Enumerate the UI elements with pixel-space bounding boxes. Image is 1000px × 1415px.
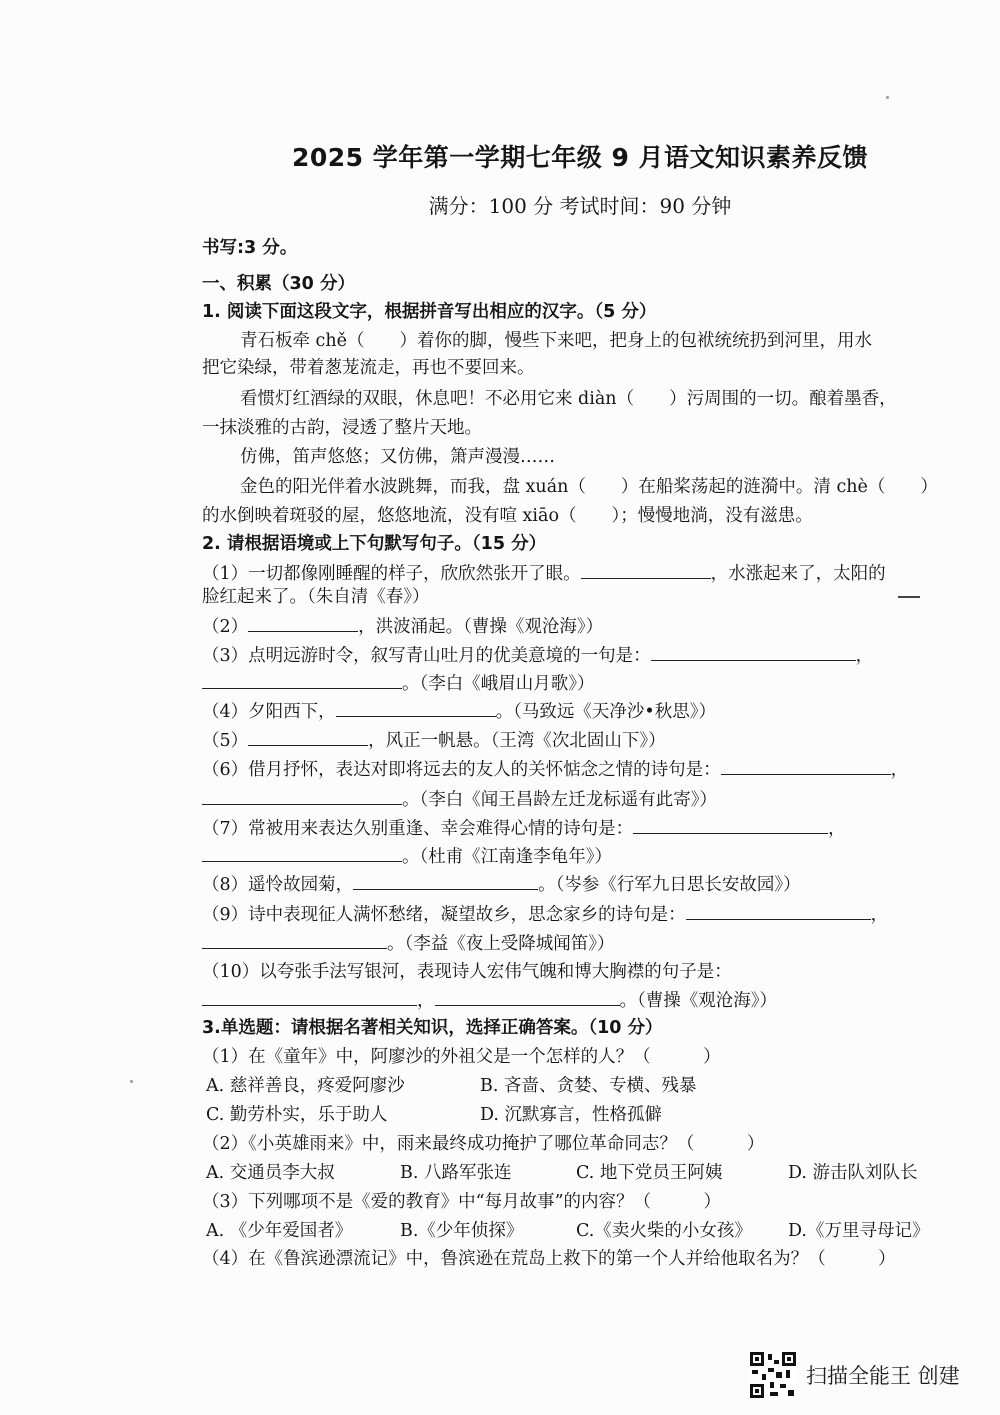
answer-blank[interactable] [353,871,538,890]
option-b: B.《少年侦探》 [400,1221,524,1241]
item-text: 。（岑参《行军九日思长安故园》） [538,875,801,895]
q2-item-1 [202,560,962,587]
q2-item-3 [202,642,962,669]
item-text: 。（李白《闻王昌龄左迁龙标遥有此寄》） [402,790,717,810]
option-a: A. 《少年爱国者》 [206,1221,353,1241]
section-heading: 一、积累（30 分） [202,274,355,294]
q1-text: 金色的阳光伴着水波跳舞，而我，盘 xuán（ ）在船桨荡起的涟漪中。清 chè（ ） [240,477,938,497]
answer-blank[interactable] [581,560,711,579]
item-text: 。（李益《夜上受降城闻笛》） [387,934,615,954]
item-text: 。（杜甫《江南逢李龟年》） [402,847,612,867]
stray-mark [898,596,920,598]
q2-item-6-cont [202,786,962,813]
q2-item-10-cont [202,987,962,1014]
answer-blank[interactable] [633,815,828,834]
answer-blank[interactable] [202,670,402,689]
item-text: ， [828,819,846,839]
item-text: ，水涨起来了，太阳的 [710,564,886,584]
q2-item-7 [202,815,962,842]
item-text: 。（李白《峨眉山月歌》） [402,674,595,694]
answer-blank[interactable] [202,987,417,1006]
option-d: D. 游击队刘队长 [788,1163,918,1183]
item-text: ，风正一帆悬。（王湾《次北固山下》） [368,731,666,751]
option-b: B. 八路军张连 [400,1163,512,1183]
option-d: D.《万里寻母记》 [788,1221,930,1241]
q2-item-7-cont [202,843,962,870]
item-text: （5） [202,731,249,751]
watermark-text: 扫描全能王 创建 [806,1364,960,1388]
option-d: D. 沉默寡言，性格孤僻 [480,1105,663,1125]
writing-score: 书写:3 分。 [202,238,298,258]
item-text: 。（马致远《天净沙•秋思》） [495,702,716,722]
item-text: （3）点明远游时令，叙写青山吐月的优美意境的一句是： [202,646,651,666]
item-text: （7）常被用来表达久别重逢、幸会难得心情的诗句是： [202,819,634,839]
answer-blank[interactable] [202,930,387,949]
q2-item-8 [202,871,962,898]
exam-subtitle: 满分：100 分 考试时间：90 分钟 [428,194,732,218]
answer-blank[interactable] [651,642,856,661]
qr-code-icon [750,1352,796,1398]
q2-item-9-cont [202,930,962,957]
answer-blank[interactable] [686,901,871,920]
q2-item-10: （10）以夸张手法写银河，表现诗人宏伟气魄和博大胸襟的句子是： [202,962,732,982]
option-a: A. 交通员李大叔 [206,1163,335,1183]
answer-blank[interactable] [435,987,620,1006]
q3-item-3: （3）下列哪项不是《爱的教育》中“每月故事”的内容？（ ） [202,1192,722,1212]
answer-blank[interactable] [202,843,402,862]
q1-prompt: 1. 阅读下面这段文字，根据拼音写出相应的汉字。（5 分） [202,302,657,322]
scan-speck [886,96,889,99]
item-text: ， [417,991,435,1011]
answer-blank[interactable] [248,613,358,632]
item-text: （2） [202,617,249,637]
q3-item-2: （2）《小英雄雨来》中，雨来最终成功掩护了哪位革命同志？（ ） [202,1134,765,1154]
q2-item-6 [202,756,962,783]
option-c: C.《卖火柴的小女孩》 [576,1221,752,1241]
item-text: ， [890,760,909,780]
q1-text: 把它染绿，带着葱茏流走，再也不要回来。 [202,358,535,378]
q2-item-5 [202,727,962,754]
item-text: ，洪波涌起。（曹操《观沧海》） [358,617,604,637]
q2-item-3-cont [202,670,962,697]
q3-prompt: 3.单选题：请根据名著相关知识，选择正确答案。（10 分） [202,1018,663,1038]
item-text: （8）遥怜故园菊， [202,875,354,895]
item-text: （1）一切都像刚睡醒的样子，欣欣然张开了眼。 [202,564,581,584]
q3-item-4: （4）在《鲁滨逊漂流记》中，鲁滨逊在荒岛上救下的第一个人并给他取名为？（ ） [202,1249,896,1269]
scanner-watermark [750,1350,960,1400]
q1-text: 一抹淡雅的古韵，浸透了整片天地。 [202,418,482,438]
item-text: （4）夕阳西下， [202,702,336,722]
q3-item-1: （1）在《童年》中，阿廖沙的外祖父是一个怎样的人？（ ） [202,1047,721,1067]
item-text: （6）借月抒怀，表达对即将远去的友人的关怀惦念之情的诗句是： [202,760,721,780]
option-c: C. 勤劳朴实，乐于助人 [206,1105,388,1125]
option-a: A. 慈祥善良，疼爱阿廖沙 [206,1076,405,1096]
q2-item-4 [202,698,962,725]
scan-speck [130,1080,133,1083]
option-b: B. 吝啬、贪婪、专横、残暴 [480,1076,697,1096]
answer-blank[interactable] [202,786,402,805]
answer-blank[interactable] [248,727,368,746]
q1-text: 仿佛，笛声悠悠；又仿佛，箫声漫漫…… [240,447,555,467]
answer-blank[interactable] [721,756,891,775]
q2-item-1-cont: 脸红起来了。（朱自清《春》） [202,587,430,607]
q1-text: 青石板牵 chě（ ）着你的脚，慢些下来吧，把身上的包袱统统扔到河里，用水 [240,331,872,351]
q2-item-9 [202,901,962,928]
q2-item-2 [202,613,962,640]
option-c: C. 地下党员王阿姨 [576,1163,723,1183]
q1-text: 看惯灯红酒绿的双眼，休息吧！不必用它来 diàn（ ）污周围的一切。酿着墨香， [240,389,897,409]
answer-blank[interactable] [336,698,496,717]
item-text: ， [855,646,874,666]
item-text: ， [870,905,889,925]
exam-title: 2025 学年第一学期七年级 9 月语文知识素养反馈 [291,143,869,172]
q1-text: 的水倒映着斑驳的屋，悠悠地流，没有喧 xiāo（ ）；慢慢地淌，没有滋患。 [202,506,813,526]
item-text: （9）诗中表现征人满怀愁绪，凝望故乡，思念家乡的诗句是： [202,905,686,925]
q2-prompt: 2. 请根据语境或上下句默写句子。（15 分） [202,534,547,554]
item-text: 。（曹操《观沧海》） [619,991,777,1011]
